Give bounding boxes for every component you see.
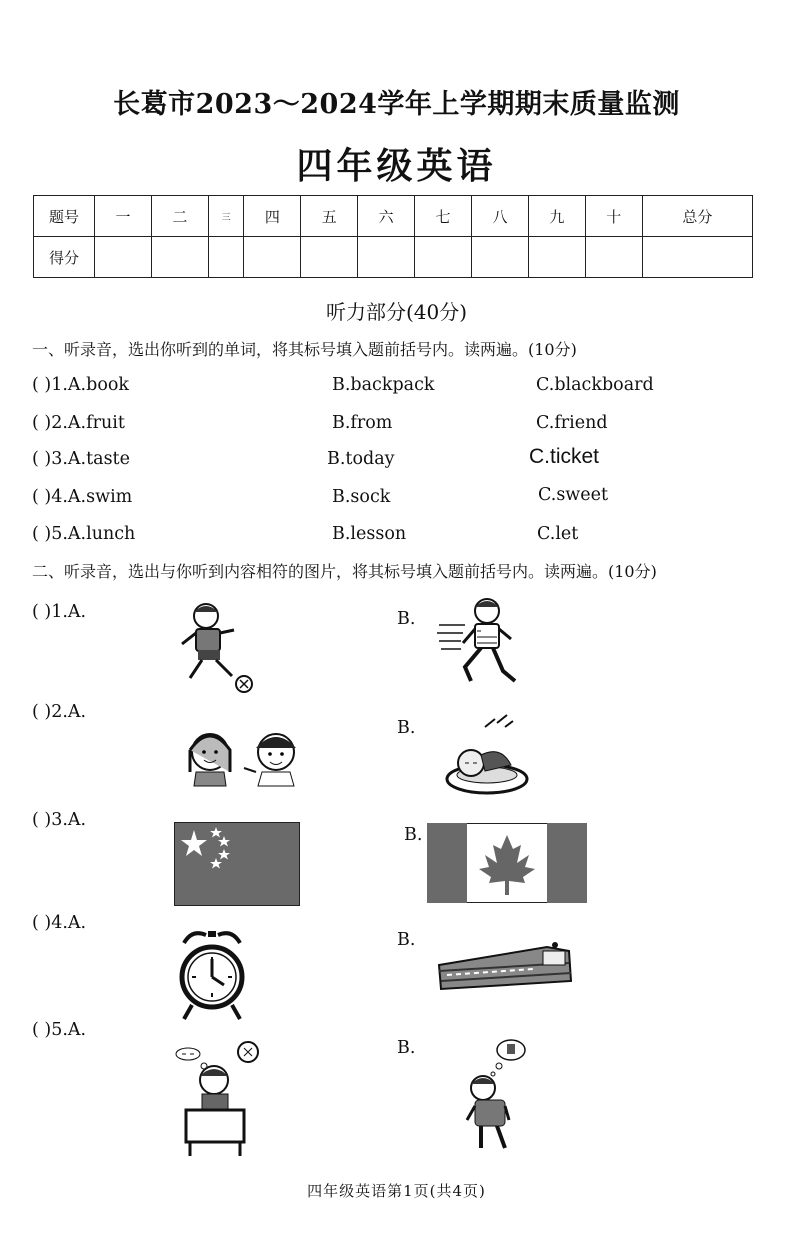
china-flag-icon xyxy=(174,822,300,906)
part1-q3: ( )3.A.taste xyxy=(32,449,130,469)
col-1: 一 xyxy=(95,196,152,237)
canada-flag-icon xyxy=(427,823,587,903)
boy-kicking-ball-icon xyxy=(176,600,258,696)
part2-q5: ( )5.A. xyxy=(32,1020,87,1040)
part2-q5-option-b: B. xyxy=(397,1038,416,1058)
boy-at-desk-thinking-icon xyxy=(172,1040,264,1158)
col-10: 十 xyxy=(585,196,642,237)
part1-q4: ( )4.A.swim xyxy=(32,487,133,507)
part1-q2-option-b: B.from xyxy=(332,413,393,433)
part1-q5-option-c: C.let xyxy=(537,524,579,544)
part2-q4: ( )4.A. xyxy=(32,913,87,933)
part1-q4-option-b: B.sock xyxy=(332,487,391,507)
part1-q1-option-b: B.backpack xyxy=(332,375,435,395)
page-footer: 四年级英语第1页(共4页) xyxy=(307,1182,486,1200)
col-6: 六 xyxy=(358,196,415,237)
part1-q2-option-c: C.friend xyxy=(536,413,608,433)
part1-q3-option-c: C.ticket xyxy=(529,445,600,468)
score-cell[interactable] xyxy=(358,237,415,278)
score-cell[interactable] xyxy=(95,237,152,278)
row-label-question: 题号 xyxy=(34,196,95,237)
part2-q3-option-b: B. xyxy=(404,825,423,845)
col-4: 四 xyxy=(244,196,301,237)
score-table xyxy=(33,195,753,278)
part2-q2: ( )2.A. xyxy=(32,702,87,722)
score-cell[interactable] xyxy=(528,237,585,278)
part1-q5: ( )5.A.lunch xyxy=(32,524,136,544)
boy-running-icon xyxy=(435,595,520,690)
score-cell[interactable] xyxy=(472,237,529,278)
baby-sleeping-icon xyxy=(445,713,530,798)
col-7: 七 xyxy=(415,196,472,237)
score-cell[interactable] xyxy=(151,237,208,278)
score-table-score-row xyxy=(34,237,753,278)
score-cell[interactable] xyxy=(585,237,642,278)
train-icon xyxy=(437,937,573,993)
part1-q2: ( )2.A.fruit xyxy=(32,413,125,433)
score-cell[interactable] xyxy=(642,237,752,278)
alarm-clock-icon xyxy=(178,927,246,1023)
part2-q2-option-b: B. xyxy=(397,718,416,738)
score-table-header-row xyxy=(34,196,753,237)
col-2: 二 xyxy=(151,196,208,237)
part1-q1: ( )1.A.book xyxy=(32,375,129,395)
part2-q4-option-b: B. xyxy=(397,930,416,950)
part1-instruction: 一、听录音，选出你听到的单词，将其标号填入题前括号内。读两遍。(10分) xyxy=(32,340,577,359)
part1-q1-option-c: C.blackboard xyxy=(536,375,654,395)
part2-q1: ( )1.A. xyxy=(32,602,87,622)
score-cell[interactable] xyxy=(301,237,358,278)
col-3: 三 xyxy=(208,196,244,237)
part1-q4-option-c: C.sweet xyxy=(538,485,609,505)
col-9: 九 xyxy=(528,196,585,237)
exam-title: 长葛市2023～2024学年上学期期末质量监测 xyxy=(113,89,680,120)
two-girls-icon xyxy=(184,722,310,788)
row-label-score: 得分 xyxy=(34,237,95,278)
part2-q1-option-b: B. xyxy=(397,609,416,629)
part2-q3: ( )3.A. xyxy=(32,810,87,830)
score-cell[interactable] xyxy=(415,237,472,278)
part2-instruction: 二、听录音，选出与你听到内容相符的图片，将其标号填入题前括号内。读两遍。(10分) xyxy=(32,562,657,581)
exam-subtitle: 四年级英语 xyxy=(296,145,497,187)
col-8: 八 xyxy=(472,196,529,237)
boy-thinking-standing-icon xyxy=(463,1036,527,1154)
section-title: 听力部分(40分) xyxy=(325,300,468,324)
score-cell[interactable] xyxy=(244,237,301,278)
score-cell[interactable] xyxy=(208,237,244,278)
col-total: 总分 xyxy=(642,196,752,237)
col-5: 五 xyxy=(301,196,358,237)
part1-q3-option-b: B.today xyxy=(327,449,395,469)
part1-q5-option-b: B.lesson xyxy=(332,524,407,544)
